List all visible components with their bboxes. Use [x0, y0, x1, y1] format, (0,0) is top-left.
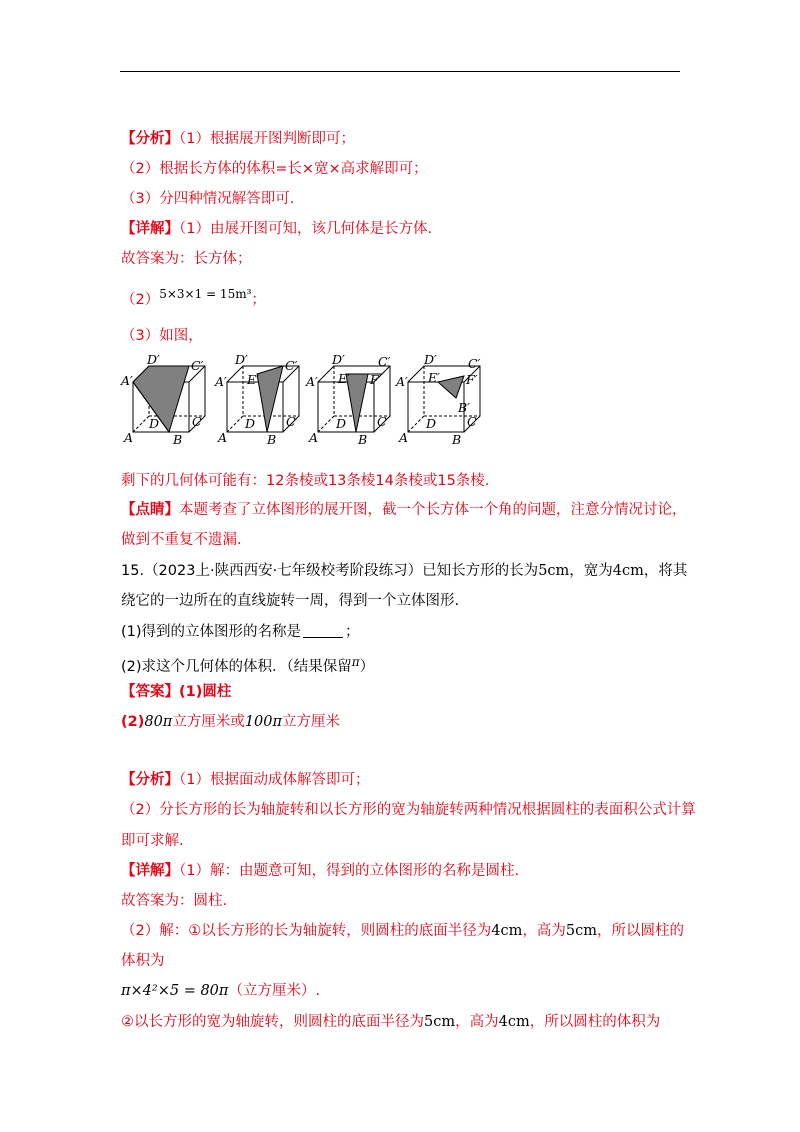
question-15-part-1: (1)得到的立体图形的名称是 ；	[121, 624, 360, 640]
detail-line-2: $(2)^{5\times 3\times 1 = 15m^3}$；	[121, 287, 266, 308]
analysis-line-2: （2）根据长方体的体积=长×宽×高求解即可；	[121, 161, 428, 177]
label-D-prime: D′	[424, 352, 437, 367]
question-15-part-2: (2)求这个几何体的体积．（结果保留$^\pi$）	[121, 655, 375, 675]
cube-figure-3	[306, 352, 396, 448]
header-rule	[120, 71, 680, 72]
question-15-line-2: 绕它的一边所在的直线旋转一周，得到一个立体图形.	[121, 593, 460, 609]
detail15-line-3: 体积为	[121, 953, 165, 969]
detail-line-1: 【详解】（1）由展开图可知，该几何体是长方体.	[121, 221, 433, 237]
answer-blank	[303, 623, 343, 638]
label-B: B	[173, 432, 183, 447]
label-A-prime: A′	[396, 374, 408, 389]
label-C: C	[192, 414, 202, 429]
label-A-prime: A′	[306, 374, 318, 389]
label-B: B	[452, 432, 462, 447]
label-A-prime: A′	[215, 374, 227, 389]
label-D-prime: D′	[332, 352, 345, 367]
label-B-prime: B′	[458, 400, 471, 415]
analysis-line-3: （3）分四种情况解答即可.	[121, 191, 295, 207]
detail-line-3: （3）如图，	[121, 328, 203, 344]
answer-line-15-1: 【答案】(1)圆柱	[121, 684, 232, 700]
cube-figure-2	[215, 352, 305, 448]
analysis15-line-2: （2）分长方形的长为轴旋转和以长方形的宽为轴旋转两种情况根据圆柱的表面积公式计算	[121, 802, 696, 818]
comment-line-2: 做到不重复不遗漏.	[121, 532, 242, 548]
detail15-line-2: （2）解：①以长方形的长为轴旋转，则圆柱的底面半径为4cm，高为5cm，所以圆柱的	[121, 923, 684, 939]
detail15-line-4: ②以长方形的宽为轴旋转，则圆柱的底面半径为5cm，高为4cm，所以圆柱的体积为	[121, 1014, 661, 1030]
label-A: A	[309, 430, 319, 445]
comment-line-1: 【点睛】本题考查了立体图形的展开图，截一个长方体一个角的问题，注意分情况讨论，	[121, 502, 687, 518]
label-C: C	[467, 414, 477, 429]
label-A: A	[218, 430, 228, 445]
label-D-prime: D′	[235, 352, 248, 367]
cube-figure-1	[121, 352, 211, 448]
cube-figure-4	[396, 352, 486, 448]
label-E-prime: E′	[428, 370, 440, 385]
label-E-prime: E′	[338, 371, 350, 386]
label-F-prime: F′	[466, 372, 478, 387]
remaining-solids-line: 剩下的几何体可能有：12条棱或13条棱14条棱或15条棱.	[121, 473, 490, 489]
label-F-prime: F′	[370, 372, 382, 387]
detail15-line-1: 【详解】（1）解：由题意可知，得到的立体图形的名称是圆柱.	[121, 863, 520, 879]
label-C: C	[286, 414, 296, 429]
label-D: D	[245, 416, 256, 431]
analysis-line-1: 【分析】（1）根据展开图判断即可；	[121, 131, 355, 147]
label-B: B	[358, 432, 368, 447]
label-C-prime: C′	[191, 358, 204, 373]
analysis15-line-3: 即可求解.	[121, 833, 184, 849]
label-C-prime: C′	[468, 356, 481, 371]
label-E-prime: E′	[247, 372, 259, 387]
label-C-prime: C′	[285, 358, 298, 373]
label-D-prime: D′	[147, 352, 160, 367]
label-C: C	[377, 414, 387, 429]
answer-line-1: 故答案为：长方体；	[121, 251, 252, 267]
label-A-prime: A′	[121, 373, 133, 388]
label-A: A	[399, 430, 409, 445]
label-A: A	[124, 430, 134, 445]
label-D: D	[336, 416, 347, 431]
answer-line-15-2: (2)80π立方厘米或100π立方厘米	[121, 714, 341, 730]
label-B: B	[267, 432, 277, 447]
label-D: D	[426, 416, 437, 431]
question-15-line-1: 15.（2023上·陕西西安·七年级校考阶段练习）已知长方形的长为5cm，宽为4cm，将其	[121, 563, 688, 579]
label-D: D	[149, 416, 160, 431]
analysis15-line-1: 【分析】（1）根据面动成体解答即可；	[121, 772, 370, 788]
detail15-formula: π×4²×5 = 80π（立方厘米）.	[121, 983, 321, 999]
label-C-prime: C′	[378, 354, 391, 369]
detail15-answer: 故答案为：圆柱.	[121, 893, 228, 909]
